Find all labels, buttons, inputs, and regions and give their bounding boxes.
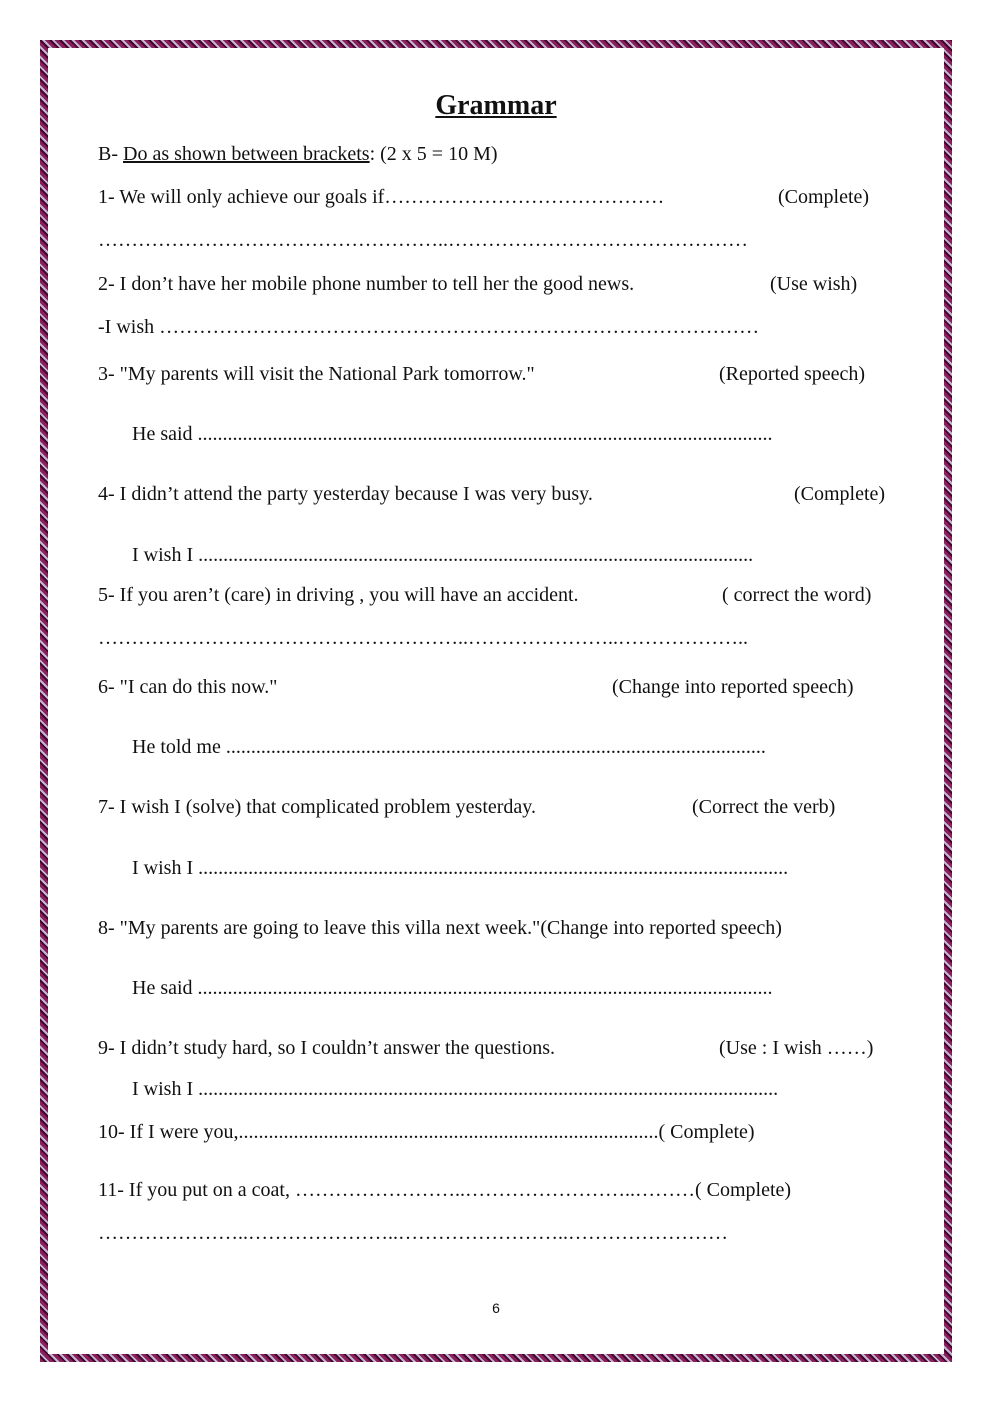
question-1-answer-line[interactable]: ……………………………………………..……………………………………… bbox=[98, 229, 748, 251]
question-11-answer-line[interactable]: …………………..…………………..……………………..…………………… bbox=[98, 1222, 728, 1244]
question-5-answer-line[interactable]: ………………………………………………..…………………..……………….. bbox=[98, 627, 748, 649]
question-2: 2- I don’t have her mobile phone number to tell her the good news. bbox=[98, 273, 635, 295]
question-4-answer-line[interactable]: I wish I ............................................................................................................... bbox=[132, 544, 754, 566]
question-9: 9- I didn’t study hard, so I couldn’t answer the questions. bbox=[98, 1037, 555, 1059]
section-prefix: B- bbox=[98, 143, 123, 165]
question-7: 7- I wish I (solve) that complicated problem yesterday. bbox=[98, 796, 537, 818]
question-4: 4- I didn’t attend the party yesterday because I was very busy. bbox=[98, 483, 593, 505]
question-8-answer-line[interactable]: He said ................................................................................................................... bbox=[132, 977, 773, 999]
question-9-hint: (Use : I wish ……) bbox=[719, 1037, 874, 1059]
page-title: Grammar bbox=[435, 90, 557, 121]
question-11[interactable]: 11- If you put on a coat, ……………………..……………………..………( Complete) bbox=[98, 1179, 792, 1201]
section-marks: : (2 x 5 = 10 M) bbox=[369, 143, 498, 165]
question-4-hint: (Complete) bbox=[794, 483, 886, 505]
question-1: 1- We will only achieve our goals if…………………………………… bbox=[98, 186, 665, 208]
question-1-hint: (Complete) bbox=[778, 186, 870, 208]
question-3: 3- "My parents will visit the National Park tomorrow." bbox=[98, 363, 535, 385]
question-6-answer-line[interactable]: He told me ............................................................................................................ bbox=[132, 736, 766, 758]
question-8: 8- "My parents are going to leave this villa next week."(Change into reported speech) bbox=[98, 917, 782, 939]
question-10[interactable]: 10- If I were you,....................................................................................( Complete) bbox=[98, 1121, 755, 1143]
question-2-answer-line[interactable]: -I wish ……………………………………………………………………………… bbox=[98, 316, 760, 338]
question-3-hint: (Reported speech) bbox=[719, 363, 866, 385]
question-6: 6- "I can do this now." bbox=[98, 676, 278, 698]
question-3-answer-line[interactable]: He said ................................................................................................................... bbox=[132, 423, 773, 445]
question-7-hint: (Correct the verb) bbox=[692, 796, 836, 818]
question-5: 5- If you aren’t (care) in driving , you will have an accident. bbox=[98, 584, 579, 606]
section-instructions bbox=[98, 143, 498, 166]
section-heading: Do as shown between brackets bbox=[123, 143, 370, 165]
question-7-answer-line[interactable]: I wish I ...................................................................................................................... bbox=[132, 857, 789, 879]
question-6-hint: (Change into reported speech) bbox=[612, 676, 854, 698]
question-2-hint: (Use wish) bbox=[770, 273, 858, 295]
page-number: 6 bbox=[492, 1300, 500, 1316]
question-9-answer-line[interactable]: I wish I .................................................................................................................... bbox=[132, 1078, 779, 1100]
question-5-hint: ( correct the word) bbox=[722, 584, 872, 606]
